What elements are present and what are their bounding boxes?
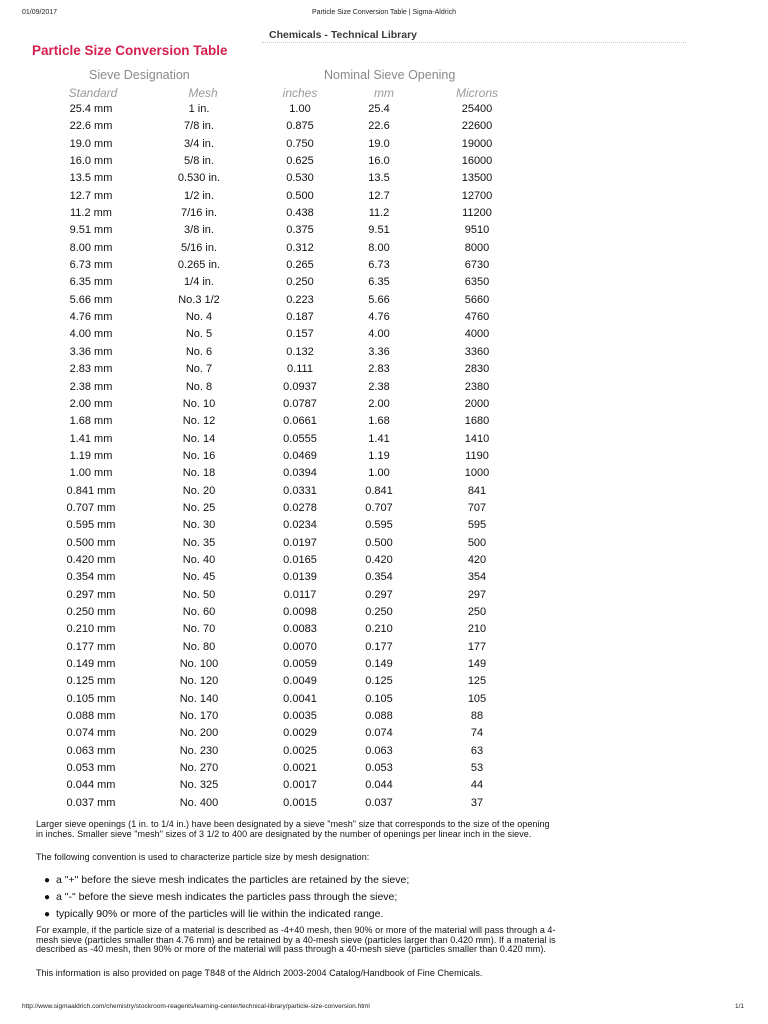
cell-mm: 1.00: [368, 467, 390, 480]
table-row: [0, 552, 768, 569]
cell-mesh: 3/8 in.: [184, 224, 214, 237]
cell-microns: 354: [467, 571, 487, 584]
cell-mm: 0.074: [365, 727, 393, 740]
cell-inches: 0.0025: [283, 744, 317, 757]
cell-standard: 0.500 mm: [66, 536, 116, 549]
cell-standard: 9.51 mm: [69, 224, 113, 237]
cell-microns: 177: [467, 640, 487, 653]
cell-standard: 0.037 mm: [66, 796, 116, 809]
cell-mm: 0.125: [365, 675, 393, 688]
table-row: [0, 604, 768, 621]
cell-microns: 2380: [464, 380, 490, 393]
cell-microns: 2830: [464, 363, 490, 376]
table-row: [0, 361, 768, 378]
cell-mm: 0.297: [365, 588, 393, 601]
cell-inches: 0.0394: [283, 467, 317, 480]
column-header-inches: inches: [282, 86, 318, 100]
table-row: [0, 101, 768, 118]
cell-mesh: No. 60: [182, 605, 216, 618]
bullet-icon: ●: [44, 875, 51, 886]
cell-mesh: No.3 1/2: [178, 293, 220, 306]
cell-standard: 19.0 mm: [69, 137, 113, 150]
cell-standard: 0.841 mm: [66, 484, 116, 497]
header-divider: [262, 42, 686, 43]
cell-mm: 0.105: [365, 692, 393, 705]
cell-standard: 25.4 mm: [69, 103, 113, 115]
cell-microns: 11200: [462, 207, 492, 220]
site-section-title[interactable]: Chemicals - Technical Library: [268, 29, 418, 41]
table-row: [0, 725, 768, 742]
print-page-title: Particle Size Conversion Table | Sigma-Aldrich: [311, 9, 457, 16]
cell-microns: 841: [467, 484, 487, 497]
cell-mm: 1.68: [368, 415, 390, 428]
page-title: Particle Size Conversion Table: [32, 43, 228, 58]
table-row: [0, 483, 768, 500]
cell-mesh: No. 5: [185, 328, 213, 341]
cell-inches: 0.0021: [283, 762, 317, 775]
cell-mm: 13.5: [368, 172, 390, 185]
cell-standard: 0.250 mm: [66, 605, 116, 618]
cell-microns: 707: [467, 501, 487, 514]
cell-mesh: No. 7: [185, 363, 213, 376]
cell-inches: 0.0278: [283, 501, 317, 514]
cell-inches: 0.250: [286, 276, 314, 289]
cell-microns: 16000: [461, 155, 493, 168]
cell-inches: 0.875: [286, 120, 314, 133]
cell-inches: 0.0139: [283, 571, 317, 584]
cell-microns: 1680: [464, 415, 490, 428]
cell-inches: 0.312: [286, 241, 314, 254]
cell-inches: 0.0083: [283, 623, 317, 636]
table-row: [0, 240, 768, 257]
cell-mm: 0.053: [365, 762, 393, 775]
cell-microns: 210: [467, 623, 487, 636]
cell-microns: 149: [467, 658, 487, 670]
table-row: [0, 136, 768, 153]
cell-standard: 0.053 mm: [66, 762, 116, 775]
cell-mm: 0.420: [365, 553, 393, 566]
table-row: [0, 292, 768, 309]
cell-mm: 1.41: [368, 432, 390, 445]
cell-mesh: No. 45: [182, 571, 216, 584]
cell-standard: 8.00 mm: [69, 241, 113, 254]
conversion-table-body: [0, 101, 768, 812]
table-row: [0, 448, 768, 465]
cell-mesh: No. 70: [182, 623, 216, 636]
cell-mm: 4.76: [368, 311, 390, 324]
cell-inches: 0.0035: [283, 710, 317, 723]
cell-standard: 1.41 mm: [69, 432, 113, 445]
table-row: [0, 708, 768, 725]
cell-microns: 37: [470, 796, 484, 809]
table-row: [0, 760, 768, 777]
convention-intro-paragraph: The following convention is used to characterize particle size by mesh designation:: [36, 852, 370, 862]
cell-mesh: No. 140: [179, 692, 219, 705]
cell-mm: 8.00: [368, 241, 390, 254]
cell-mesh: 5/16 in.: [180, 241, 218, 254]
cell-mm: 22.6: [368, 120, 390, 133]
cell-inches: 0.0331: [283, 484, 317, 497]
table-row: [0, 205, 768, 222]
cell-standard: 13.5 mm: [69, 172, 113, 185]
cell-mm: 3.36: [368, 345, 390, 358]
cell-inches: 0.438: [286, 207, 314, 220]
print-page-number: 1/1: [734, 1003, 744, 1010]
cell-standard: 11.2 mm: [70, 207, 112, 220]
cell-microns: 595: [467, 519, 487, 532]
cell-microns: 250: [467, 605, 487, 618]
cell-inches: 0.132: [286, 345, 314, 358]
column-header-mesh: Mesh: [188, 86, 218, 100]
table-row: [0, 795, 768, 812]
cell-mesh: No. 6: [185, 345, 213, 358]
table-row: [0, 274, 768, 291]
table-row: [0, 396, 768, 413]
cell-standard: 12.7 mm: [69, 189, 113, 202]
bullet-icon: ●: [44, 909, 51, 920]
cell-mm: 2.00: [368, 397, 390, 410]
cell-inches: 0.375: [286, 224, 314, 237]
cell-standard: 22.6 mm: [69, 120, 113, 133]
cell-mesh: No. 400: [179, 796, 219, 809]
table-row: [0, 777, 768, 794]
cell-microns: 44: [470, 779, 484, 792]
cell-mm: 16.0: [368, 155, 390, 168]
cell-microns: 12700: [461, 189, 493, 202]
sieve-designation-header: Sieve Designation: [89, 68, 190, 82]
cell-mm: 0.707: [365, 501, 393, 514]
table-row: [0, 500, 768, 517]
print-footer-url: http://www.sigmaaldrich.com/chemistry/stockroom-reagents/learning-center/technical-library/particle-size-conversion.html: [22, 1003, 370, 1010]
cell-inches: 1.00: [289, 103, 311, 115]
cell-mesh: No. 200: [179, 727, 219, 740]
cell-microns: 2000: [464, 397, 490, 410]
cell-mesh: No. 25: [182, 501, 216, 514]
cell-mesh: No. 80: [182, 640, 216, 653]
cell-standard: 2.38 mm: [69, 380, 113, 393]
convention-list: [44, 872, 564, 923]
cell-inches: 0.187: [286, 311, 314, 324]
cell-mesh: No. 35: [182, 536, 216, 549]
cell-mesh: No. 120: [179, 675, 219, 688]
table-row: [0, 639, 768, 656]
cell-inches: 0.530: [286, 172, 314, 185]
cell-mesh: 0.530 in.: [177, 172, 221, 185]
cell-mesh: No. 230: [179, 744, 219, 757]
cell-mm: 0.500: [365, 536, 393, 549]
cell-standard: 0.125 mm: [66, 675, 116, 688]
cell-mesh: No. 30: [182, 519, 216, 532]
cell-inches: 0.0117: [283, 588, 317, 601]
cell-standard: 1.00 mm: [69, 467, 113, 480]
cell-microns: 6350: [464, 276, 490, 289]
cell-microns: 1000: [464, 467, 490, 480]
cell-mesh: No. 10: [182, 397, 216, 410]
cell-mm: 4.00: [368, 328, 390, 341]
cell-mm: 0.210: [365, 623, 393, 636]
list-item-text: a "+" before the sieve mesh indicates the particles are retained by the sieve;: [56, 874, 410, 886]
cell-standard: 0.420 mm: [66, 553, 116, 566]
cell-mesh: 1/2 in.: [184, 189, 214, 202]
list-item: [44, 889, 564, 906]
cell-standard: 2.00 mm: [69, 397, 113, 410]
cell-microns: 1190: [465, 449, 489, 462]
cell-standard: 6.73 mm: [69, 259, 113, 272]
cell-microns: 4000: [464, 328, 490, 341]
cell-microns: 6730: [464, 259, 490, 272]
column-header-standard: Standard: [68, 86, 118, 100]
larger-openings-paragraph: Larger sieve openings (1 in. to 1/4 in.) have been designated by a sieve "mesh" size that corresponds to the size of the opening in inches. Smaller sieve "mesh" sizes of 3 1/2 to 400 are designated by the number of openings per linear inch in the sieve.: [36, 819, 550, 839]
cell-standard: 4.00 mm: [69, 328, 113, 341]
cell-standard: 0.354 mm: [66, 571, 116, 584]
cell-mm: 1.19: [368, 449, 390, 462]
table-row: [0, 222, 768, 239]
cell-inches: 0.157: [286, 328, 314, 341]
cell-standard: 0.177 mm: [66, 640, 116, 653]
cell-standard: 2.83 mm: [69, 363, 113, 376]
cell-inches: 0.0469: [283, 449, 317, 462]
cell-standard: 0.210 mm: [66, 623, 116, 636]
table-row: [0, 691, 768, 708]
cell-inches: 0.0029: [283, 727, 317, 740]
cell-standard: 0.044 mm: [66, 779, 116, 792]
cell-inches: 0.0937: [283, 380, 317, 393]
cell-standard: 1.19 mm: [69, 449, 113, 462]
column-header-mm: mm: [374, 86, 394, 100]
cell-microns: 4760: [464, 311, 490, 324]
bullet-icon: ●: [44, 892, 51, 903]
cell-inches: 0.0234: [283, 519, 317, 532]
cell-mesh: 7/8 in.: [184, 120, 214, 133]
cell-inches: 0.223: [286, 293, 314, 306]
cell-mesh: No. 4: [185, 311, 213, 324]
cell-inches: 0.750: [286, 137, 314, 150]
cell-inches: 0.0197: [283, 536, 317, 549]
print-date: 01/09/2017: [22, 9, 58, 16]
cell-inches: 0.500: [286, 189, 314, 202]
cell-mm: 0.595: [365, 519, 393, 532]
cell-mm: 5.66: [368, 293, 390, 306]
cell-microns: 3360: [464, 345, 490, 358]
cell-mesh: No. 270: [179, 762, 219, 775]
cell-microns: 1410: [464, 432, 490, 445]
table-row: [0, 569, 768, 586]
cell-mm: 12.7: [368, 189, 390, 202]
cell-mesh: No. 12: [182, 415, 216, 428]
cell-standard: 0.088 mm: [66, 710, 116, 723]
list-item-text: a "-" before the sieve mesh indicates the particles pass through the sieve;: [56, 891, 398, 903]
cell-mesh: No. 50: [182, 588, 216, 601]
list-item: [44, 872, 564, 889]
table-row: [0, 188, 768, 205]
list-item: [44, 906, 564, 923]
cell-inches: 0.0165: [283, 553, 317, 566]
cell-mm: 25.4: [368, 103, 390, 115]
cell-mesh: No. 8: [185, 380, 213, 393]
cell-mm: 0.149: [365, 658, 393, 670]
table-row: [0, 587, 768, 604]
table-row: [0, 257, 768, 274]
cell-inches: 0.0049: [283, 675, 317, 688]
table-row: [0, 535, 768, 552]
table-row: [0, 413, 768, 430]
cell-mesh: No. 18: [182, 467, 216, 480]
cell-mesh: 0.265 in.: [177, 259, 221, 272]
cell-inches: 0.0098: [283, 605, 317, 618]
cell-mm: 6.35: [368, 276, 390, 289]
cell-standard: 3.36 mm: [69, 345, 113, 358]
cell-microns: 5660: [464, 293, 490, 306]
cell-mm: 0.354: [365, 571, 393, 584]
cell-microns: 25400: [461, 103, 493, 115]
cell-microns: 74: [470, 727, 484, 740]
table-row: [0, 621, 768, 638]
cell-mesh: 1 in.: [188, 103, 210, 115]
table-row: [0, 153, 768, 170]
example-paragraph: For example, if the particle size of a material is described as -4+40 mesh, then 90% or more of the material will pass through a 4-mesh sieve (particles smaller than 4.76 mm) and be retained by a 40-mesh sieve (particles larger than 0.420 mm). If a material is described as -40 mesh, then 90% or more of the material will pass through a 40-mesh sieve (particles smaller than 0.420 mm).: [36, 925, 556, 954]
cell-inches: 0.0787: [283, 397, 317, 410]
cell-mm: 0.177: [365, 640, 393, 653]
cell-mesh: No. 14: [182, 432, 216, 445]
cell-standard: 5.66 mm: [69, 293, 113, 306]
cell-mm: 2.83: [368, 363, 390, 376]
table-row: [0, 379, 768, 396]
cell-microns: 22600: [461, 120, 493, 133]
cell-mesh: 7/16 in.: [180, 207, 218, 220]
cell-inches: 0.111: [287, 363, 313, 376]
cell-microns: 297: [467, 588, 487, 601]
cell-microns: 88: [470, 710, 484, 723]
cell-standard: 0.074 mm: [66, 727, 116, 740]
cell-standard: 0.149 mm: [66, 658, 116, 670]
cell-standard: 0.063 mm: [66, 744, 116, 757]
cell-inches: 0.625: [286, 155, 314, 168]
cell-microns: 125: [467, 675, 487, 688]
cell-microns: 13500: [461, 172, 493, 185]
table-row: [0, 673, 768, 690]
cell-inches: 0.0017: [283, 779, 317, 792]
cell-inches: 0.0015: [283, 796, 317, 809]
column-header-microns: Microns: [455, 86, 498, 100]
table-row: [0, 344, 768, 361]
table-row: [0, 309, 768, 326]
cell-standard: 0.105 mm: [66, 692, 116, 705]
cell-inches: 0.0070: [283, 640, 317, 653]
table-row: [0, 118, 768, 135]
cell-mesh: No. 170: [179, 710, 219, 723]
cell-mm: 9.51: [368, 224, 390, 237]
cell-mesh: 3/4 in.: [184, 137, 214, 150]
cell-mesh: No. 16: [182, 449, 216, 462]
cell-mesh: 1/4 in.: [184, 276, 214, 289]
table-row: [0, 465, 768, 482]
catalog-note-paragraph: This information is also provided on page T848 of the Aldrich 2003-2004 Catalog/Handbook of Fine Chemicals.: [36, 968, 483, 978]
cell-microns: 19000: [461, 137, 493, 150]
cell-mm: 0.044: [365, 779, 393, 792]
cell-mm: 0.250: [365, 605, 393, 618]
cell-standard: 0.707 mm: [66, 501, 116, 514]
cell-inches: 0.0661: [283, 415, 317, 428]
cell-mm: 11.2: [368, 207, 390, 220]
cell-inches: 0.0059: [283, 658, 317, 670]
cell-microns: 63: [470, 744, 484, 757]
table-row: [0, 431, 768, 448]
cell-standard: 6.35 mm: [69, 276, 113, 289]
cell-microns: 8000: [464, 241, 490, 254]
table-row: [0, 326, 768, 343]
cell-mesh: No. 100: [179, 658, 219, 670]
cell-standard: 1.68 mm: [69, 415, 113, 428]
cell-microns: 105: [467, 692, 487, 705]
table-row: [0, 743, 768, 760]
cell-mm: 19.0: [368, 137, 390, 150]
cell-mm: 0.841: [365, 484, 393, 497]
cell-microns: 9510: [464, 224, 490, 237]
cell-inches: 0.0041: [283, 692, 317, 705]
list-item-text: typically 90% or more of the particles will lie within the indicated range.: [56, 908, 384, 920]
cell-inches: 0.0555: [283, 432, 317, 445]
cell-mesh: 5/8 in.: [184, 155, 214, 168]
cell-mesh: No. 325: [179, 779, 219, 792]
table-row: [0, 517, 768, 534]
cell-microns: 420: [467, 553, 487, 566]
cell-mm: 2.38: [368, 380, 390, 393]
table-row: [0, 656, 768, 673]
cell-mm: 0.063: [365, 744, 393, 757]
cell-mesh: No. 20: [182, 484, 216, 497]
cell-standard: 16.0 mm: [69, 155, 113, 168]
cell-mesh: No. 40: [182, 553, 216, 566]
table-row: [0, 170, 768, 187]
cell-microns: 500: [467, 536, 487, 549]
cell-microns: 53: [470, 762, 484, 775]
cell-standard: 0.297 mm: [66, 588, 116, 601]
cell-mm: 0.037: [365, 796, 393, 809]
cell-mm: 0.088: [365, 710, 393, 723]
cell-inches: 0.265: [286, 259, 314, 272]
nominal-opening-header: Nominal Sieve Opening: [324, 68, 456, 82]
cell-mm: 6.73: [368, 259, 390, 272]
cell-standard: 4.76 mm: [69, 311, 113, 324]
cell-standard: 0.595 mm: [66, 519, 116, 532]
